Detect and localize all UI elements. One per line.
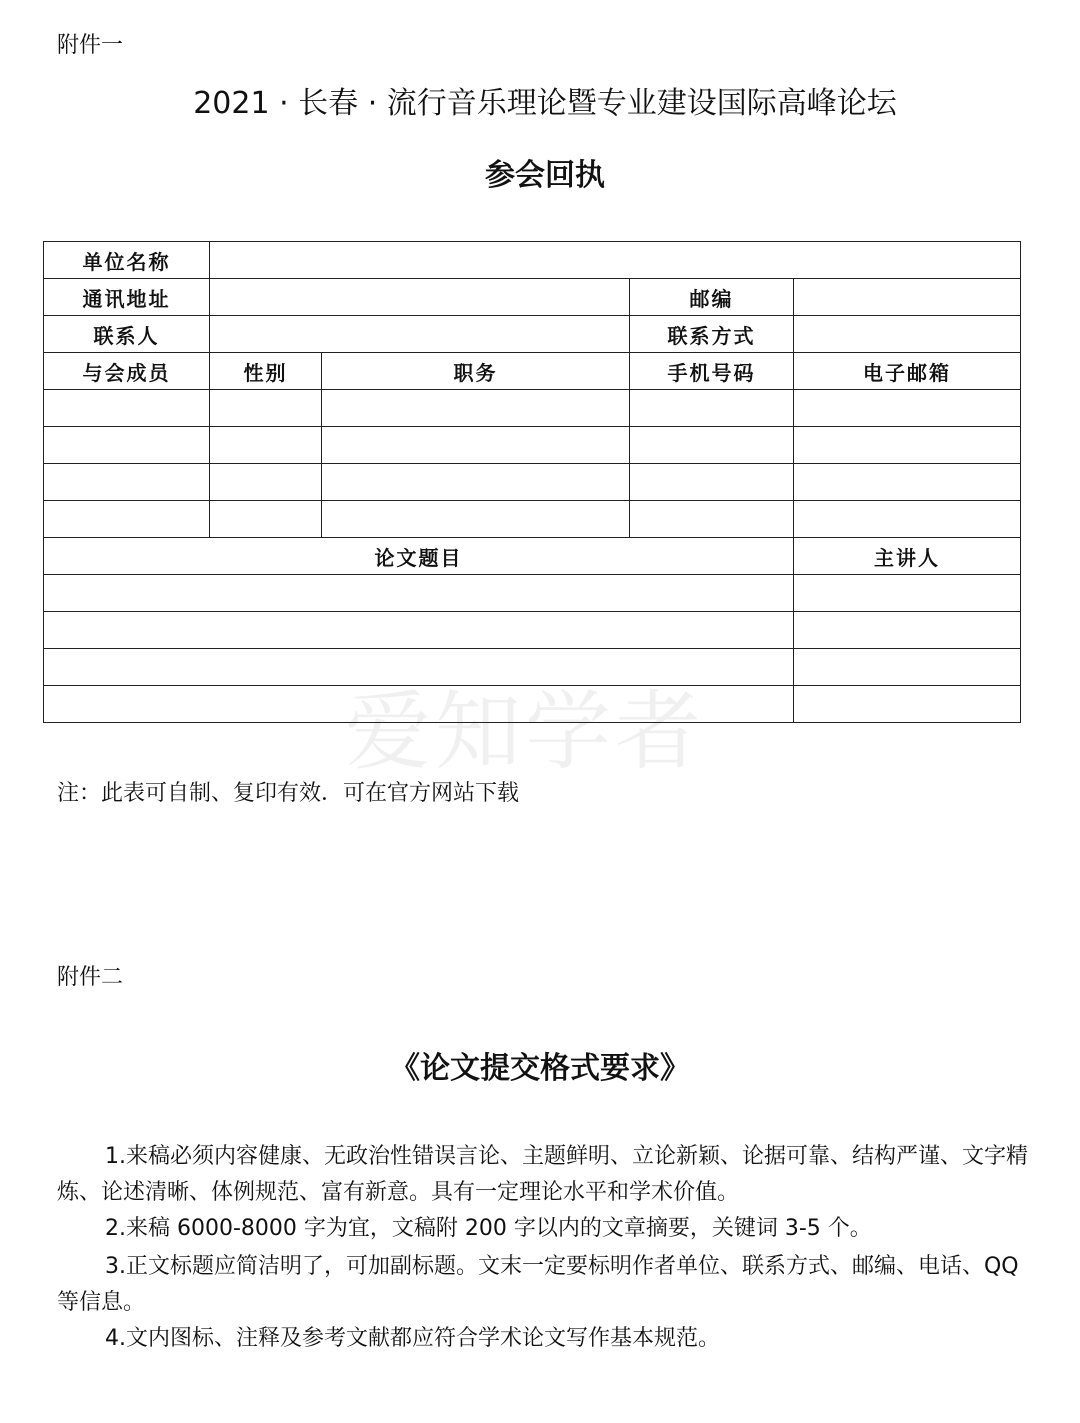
paper-row bbox=[44, 649, 1021, 686]
position-header: 职务 bbox=[322, 353, 630, 390]
contact-person-label: 联系人 bbox=[44, 316, 210, 353]
speaker-header: 主讲人 bbox=[794, 538, 1021, 575]
phone-cell[interactable] bbox=[630, 390, 794, 427]
email-header: 电子邮箱 bbox=[794, 353, 1021, 390]
contact-method-label: 联系方式 bbox=[630, 316, 794, 353]
gender-cell[interactable] bbox=[210, 390, 322, 427]
member-header: 与会成员 bbox=[44, 353, 210, 390]
paper-title-cell[interactable] bbox=[44, 649, 794, 686]
paper-row bbox=[44, 612, 1021, 649]
member-row bbox=[44, 390, 1021, 427]
forum-title: 2021 · 长春 · 流行音乐理论暨专业建设国际高峰论坛 bbox=[193, 86, 897, 121]
phone-cell[interactable] bbox=[630, 501, 794, 538]
phone-cell[interactable] bbox=[630, 427, 794, 464]
paper-header-row bbox=[44, 538, 1021, 575]
attachment-two-label: 附件二 bbox=[57, 965, 124, 990]
requirement-item-4: 4.文内图标、注释及参考文献都应符合学术论文写作基本规范。 bbox=[105, 1326, 720, 1351]
position-cell[interactable] bbox=[322, 390, 630, 427]
address-field[interactable] bbox=[210, 279, 630, 316]
gender-cell[interactable] bbox=[210, 501, 322, 538]
address-label: 通讯地址 bbox=[44, 279, 210, 316]
watermark: 爱知学者 bbox=[345, 682, 705, 782]
position-cell[interactable] bbox=[322, 464, 630, 501]
member-header-row bbox=[44, 353, 1021, 390]
email-cell[interactable] bbox=[794, 464, 1021, 501]
paper-title-cell[interactable] bbox=[44, 612, 794, 649]
speaker-cell[interactable] bbox=[794, 575, 1021, 612]
unit-row bbox=[44, 242, 1021, 279]
paper-row bbox=[44, 686, 1021, 723]
postcode-field[interactable] bbox=[794, 279, 1021, 316]
registration-form bbox=[43, 241, 1021, 723]
form-note: 注：此表可自制、复印有效．可在官方网站下载 bbox=[57, 781, 520, 806]
position-cell[interactable] bbox=[322, 427, 630, 464]
member-row bbox=[44, 464, 1021, 501]
position-cell[interactable] bbox=[322, 501, 630, 538]
email-cell[interactable] bbox=[794, 501, 1021, 538]
unit-name-field[interactable] bbox=[210, 242, 1021, 279]
receipt-title: 参会回执 bbox=[485, 158, 605, 193]
member-name-cell[interactable] bbox=[44, 390, 210, 427]
attachment-one-label: 附件一 bbox=[57, 33, 124, 58]
member-row bbox=[44, 501, 1021, 538]
paper-title-header: 论文题目 bbox=[44, 538, 794, 575]
requirement-item-1: 1.来稿必须内容健康、无政治性错误言论、主题鲜明、立论新颖、论据可靠、结构严谨、文字精炼、论述清晰、体例规范、富有新意。具有一定理论水平和学术价值。 bbox=[57, 1144, 1028, 1205]
speaker-cell[interactable] bbox=[794, 649, 1021, 686]
email-cell[interactable] bbox=[794, 390, 1021, 427]
gender-cell[interactable] bbox=[210, 464, 322, 501]
paper-row bbox=[44, 575, 1021, 612]
unit-name-label: 单位名称 bbox=[44, 242, 210, 279]
address-row bbox=[44, 279, 1021, 316]
member-name-cell[interactable] bbox=[44, 501, 210, 538]
member-name-cell[interactable] bbox=[44, 427, 210, 464]
email-cell[interactable] bbox=[794, 427, 1021, 464]
phone-header: 手机号码 bbox=[630, 353, 794, 390]
postcode-label: 邮编 bbox=[630, 279, 794, 316]
contact-person-field[interactable] bbox=[210, 316, 630, 353]
requirements-title: 《论文提交格式要求》 bbox=[390, 1051, 690, 1086]
requirement-item-3: 3.正文标题应简洁明了，可加副标题。文末一定要标明作者单位、联系方式、邮编、电话、QQ 等信息。 bbox=[57, 1254, 1019, 1315]
speaker-cell[interactable] bbox=[794, 612, 1021, 649]
gender-header: 性别 bbox=[210, 353, 322, 390]
speaker-cell[interactable] bbox=[794, 686, 1021, 723]
paper-title-cell[interactable] bbox=[44, 686, 794, 723]
member-name-cell[interactable] bbox=[44, 464, 210, 501]
phone-cell[interactable] bbox=[630, 464, 794, 501]
gender-cell[interactable] bbox=[210, 427, 322, 464]
contact-method-field[interactable] bbox=[794, 316, 1021, 353]
member-row bbox=[44, 427, 1021, 464]
requirement-item-2: 2.来稿 6000-8000 字为宜，文稿附 200 字以内的文章摘要，关键词 3-5 个。 bbox=[105, 1216, 872, 1241]
paper-title-cell[interactable] bbox=[44, 575, 794, 612]
contact-row bbox=[44, 316, 1021, 353]
